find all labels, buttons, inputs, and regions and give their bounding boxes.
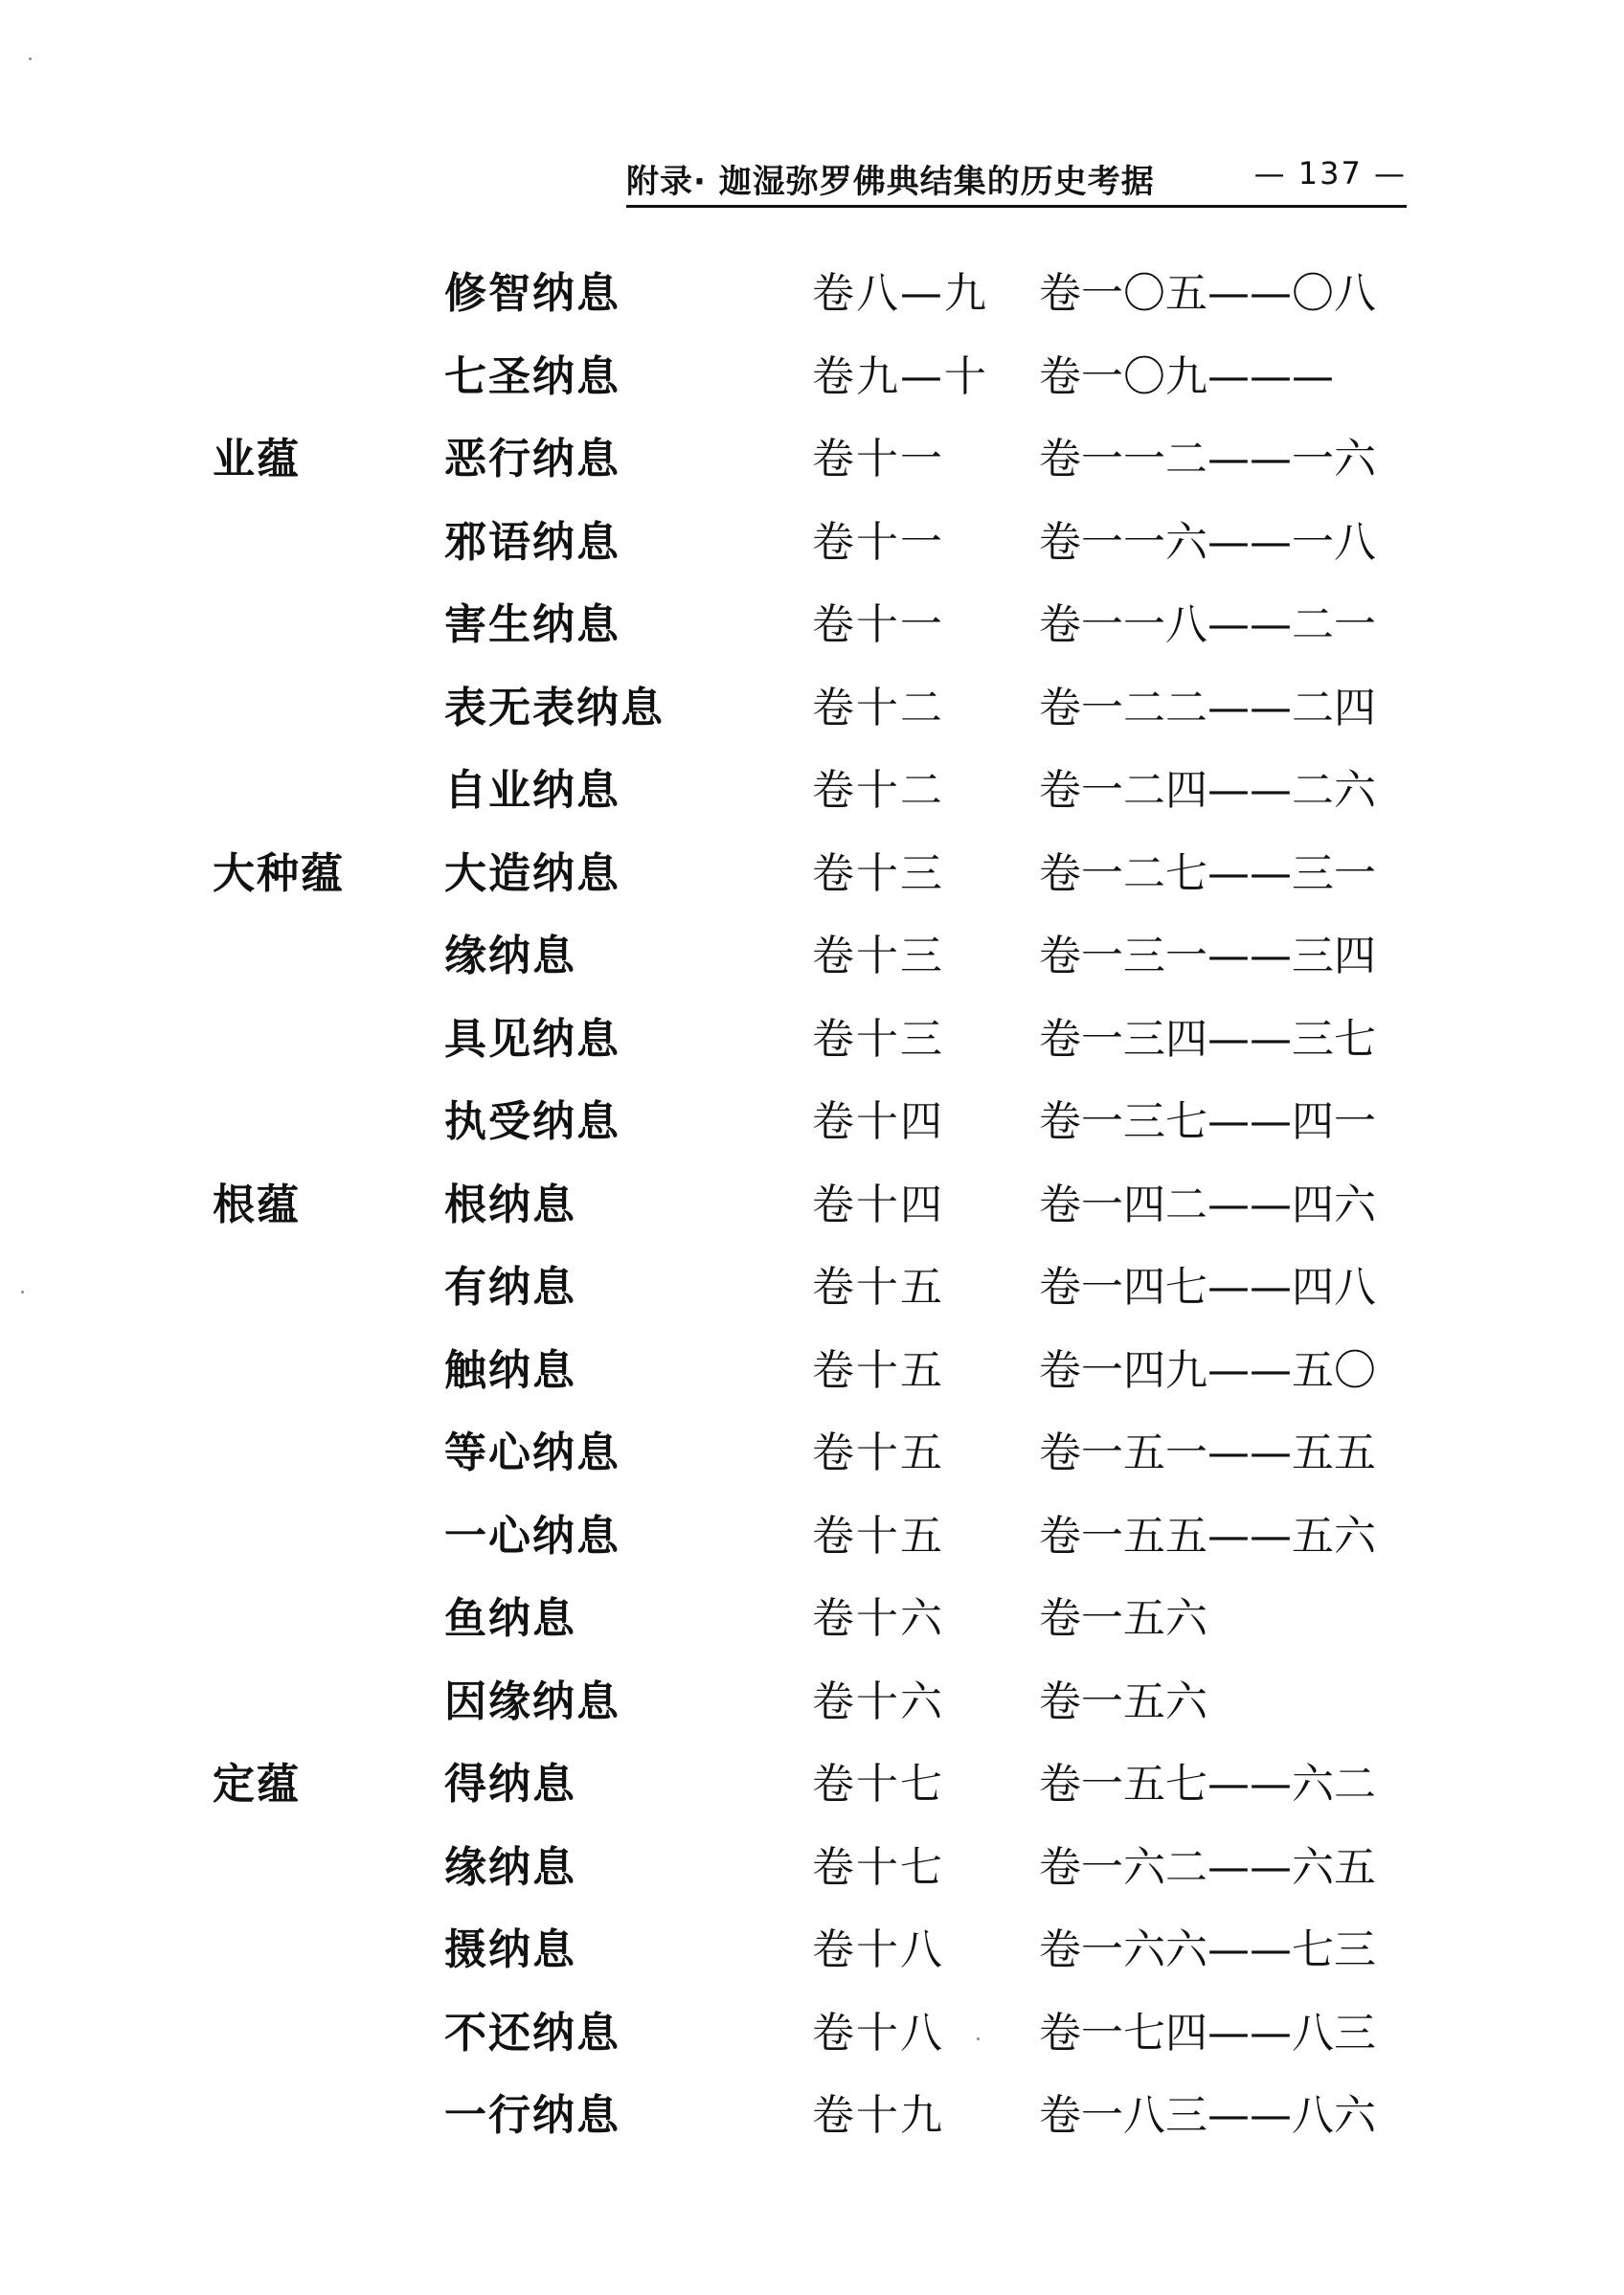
range-cell: 卷一一六——一八 <box>1039 517 1376 567</box>
range-cell: 卷一五六 <box>1039 1594 1207 1643</box>
volume-cell: 卷十五 <box>812 1345 944 1395</box>
category-cell: 业蕴 <box>213 435 301 484</box>
scan-speck <box>29 57 32 60</box>
header-title: 附录· 迦湿弥罗佛典结集的历史考据 <box>626 163 1155 201</box>
range-cell: 卷一五六 <box>1039 1676 1207 1726</box>
table-row <box>0 1245 1624 1328</box>
table-row <box>0 913 1624 997</box>
section-name-cell: 表无表纳息 <box>444 683 665 732</box>
section-name-cell: 具见纳息 <box>444 1014 620 1064</box>
volume-cell: 卷十七 <box>812 1760 944 1809</box>
volume-cell: 卷八—九 <box>812 269 988 318</box>
section-name-cell: 自业纳息 <box>444 766 620 815</box>
section-name-cell: 修智纳息 <box>444 269 620 318</box>
table-row <box>0 1494 1624 1577</box>
table-row <box>0 416 1624 500</box>
volume-cell: 卷十九 <box>812 2091 944 2140</box>
scan-speck <box>21 1291 24 1294</box>
section-name-cell: 一行纳息 <box>444 2091 620 2140</box>
range-cell: 卷一三一——三四 <box>1039 932 1376 980</box>
volume-cell: 卷十三 <box>812 848 944 898</box>
volume-cell: 卷十二 <box>812 766 944 815</box>
category-cell: 定蕴 <box>213 1760 301 1809</box>
running-header <box>626 151 1407 208</box>
range-cell: 卷一五七——六二 <box>1039 1760 1376 1809</box>
table-row <box>0 500 1624 583</box>
range-cell: 卷一二二——二四 <box>1039 683 1376 732</box>
section-name-cell: 因缘纳息 <box>444 1676 620 1726</box>
range-cell: 卷一四九——五〇 <box>1039 1345 1376 1395</box>
table-row <box>0 1162 1624 1246</box>
section-name-cell: 得纳息 <box>444 1760 576 1809</box>
range-cell: 卷一六六——七三 <box>1039 1925 1376 1974</box>
section-name-cell: 邪语纳息 <box>444 517 620 567</box>
table-row <box>0 251 1624 334</box>
volume-cell: 卷十五 <box>812 1511 944 1561</box>
table-row <box>0 2073 1624 2156</box>
volume-cell: 卷十一 <box>812 435 944 484</box>
category-cell: 根蕴 <box>213 1180 301 1229</box>
volume-cell: 卷十四 <box>812 1180 944 1229</box>
range-cell: 卷一三七——四一 <box>1039 1097 1376 1146</box>
table-row <box>0 665 1624 749</box>
volume-cell: 卷十八 <box>812 2008 944 2058</box>
section-name-cell: 不还纳息 <box>444 2008 620 2058</box>
range-cell: 卷一三四——三七 <box>1039 1014 1376 1064</box>
range-cell: 卷一八三——八六 <box>1039 2091 1376 2140</box>
table-row <box>0 1410 1624 1494</box>
section-name-cell: 缘纳息 <box>444 1842 576 1892</box>
volume-cell: 卷十二 <box>812 683 944 732</box>
volume-cell: 卷十六 <box>812 1594 944 1643</box>
section-name-cell: 一心纳息 <box>444 1511 620 1561</box>
volume-cell: 卷十五 <box>812 1429 944 1477</box>
table-row <box>0 748 1624 831</box>
table-row <box>0 1079 1624 1162</box>
range-cell: 卷一五五——五六 <box>1039 1511 1376 1561</box>
section-name-cell: 恶行纳息 <box>444 435 620 484</box>
range-cell: 卷一〇九——— <box>1039 351 1334 401</box>
volume-cell: 卷十八 <box>812 1925 944 1974</box>
category-cell: 大种蕴 <box>213 848 345 898</box>
page-number: — 137 — <box>1253 155 1407 191</box>
range-cell: 卷一二四——二六 <box>1039 766 1376 815</box>
table-row <box>0 1328 1624 1411</box>
volume-cell: 卷十四 <box>812 1097 944 1146</box>
volume-cell: 卷十五 <box>812 1263 944 1312</box>
scan-speck <box>977 2037 980 2040</box>
section-name-cell: 鱼纳息 <box>444 1594 576 1643</box>
range-cell: 卷一二七——三一 <box>1039 848 1376 898</box>
section-name-cell: 根纳息 <box>444 1180 576 1229</box>
volume-cell: 卷十六 <box>812 1676 944 1726</box>
section-name-cell: 等心纳息 <box>444 1429 620 1477</box>
section-name-cell: 摄纳息 <box>444 1925 576 1974</box>
range-cell: 卷一〇五——〇八 <box>1039 269 1376 318</box>
range-cell: 卷一四二——四六 <box>1039 1180 1376 1229</box>
table-row <box>0 1825 1624 1908</box>
table-row <box>0 1742 1624 1825</box>
volume-cell: 卷十一 <box>812 600 944 649</box>
table-row <box>0 334 1624 417</box>
range-cell: 卷一四七——四八 <box>1039 1263 1376 1312</box>
range-cell: 卷一一二——一六 <box>1039 435 1376 484</box>
volume-cell: 卷十七 <box>812 1842 944 1892</box>
table-row <box>0 1659 1624 1743</box>
volume-cell: 卷十一 <box>812 517 944 567</box>
table-row <box>0 1576 1624 1659</box>
section-name-cell: 害生纳息 <box>444 600 620 649</box>
index-table <box>0 251 1624 2156</box>
section-name-cell: 触纳息 <box>444 1345 576 1395</box>
table-row <box>0 997 1624 1080</box>
range-cell: 卷一六二——六五 <box>1039 1842 1376 1892</box>
section-name-cell: 执受纳息 <box>444 1097 620 1146</box>
volume-cell: 卷十三 <box>812 932 944 980</box>
range-cell: 卷一五一——五五 <box>1039 1429 1376 1477</box>
section-name-cell: 大造纳息 <box>444 848 620 898</box>
range-cell: 卷一一八——二一 <box>1039 600 1376 649</box>
table-row <box>0 1991 1624 2074</box>
table-row <box>0 831 1624 914</box>
volume-cell: 卷十三 <box>812 1014 944 1064</box>
table-row <box>0 1907 1624 1991</box>
section-name-cell: 有纳息 <box>444 1263 576 1312</box>
section-name-cell: 缘纳息 <box>444 932 576 980</box>
range-cell: 卷一七四——八三 <box>1039 2008 1376 2058</box>
section-name-cell: 七圣纳息 <box>444 351 620 401</box>
table-row <box>0 582 1624 665</box>
volume-cell: 卷九—十 <box>812 351 988 401</box>
